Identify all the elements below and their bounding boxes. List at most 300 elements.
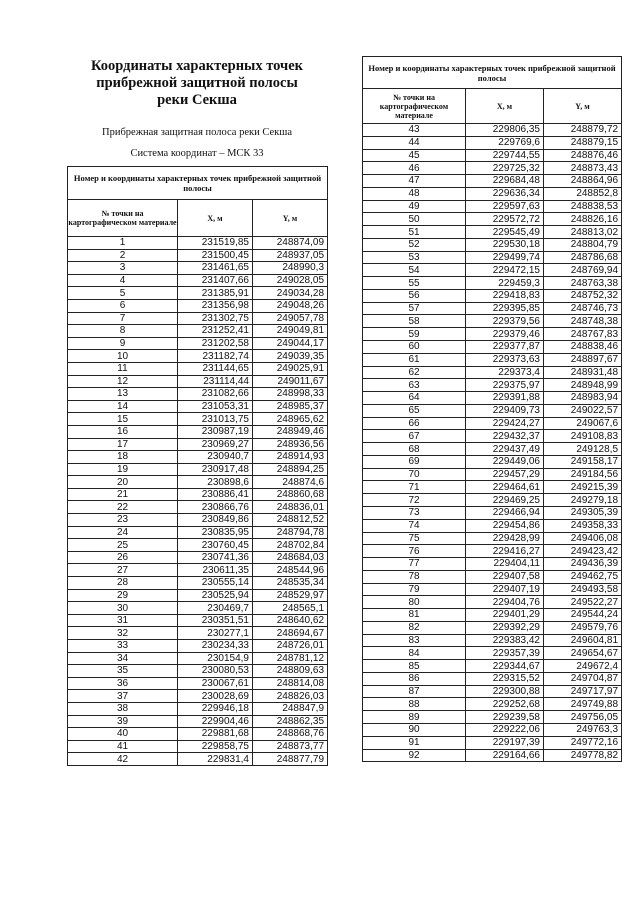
y-coordinate-cell: 248752,32 — [544, 289, 622, 302]
x-coordinate-cell: 229222,06 — [466, 723, 544, 736]
x-coordinate-cell: 229499,74 — [466, 251, 544, 264]
table-row — [68, 702, 328, 715]
table-row — [68, 237, 328, 250]
point-number-cell: 2 — [68, 249, 178, 262]
point-number-cell: 27 — [68, 564, 178, 577]
table-row — [68, 728, 328, 741]
title-line-2: прибрежной защитной полосы — [96, 75, 298, 91]
table-row — [68, 362, 328, 375]
y-coordinate-cell: 248814,08 — [253, 677, 328, 690]
y-coordinate-cell: 248812,52 — [253, 514, 328, 527]
y-coordinate-cell: 249358,33 — [544, 519, 622, 532]
table-row — [68, 350, 328, 363]
table-row — [68, 740, 328, 753]
point-number-cell: 24 — [68, 526, 178, 539]
y-coordinate-cell: 249215,39 — [544, 481, 622, 494]
y-coordinate-cell: 249158,17 — [544, 455, 622, 468]
y-coordinate-cell: 248877,79 — [253, 753, 328, 766]
y-coordinate-cell: 249763,3 — [544, 723, 622, 736]
point-number-cell: 46 — [363, 162, 466, 175]
table-row — [363, 736, 622, 749]
point-number-cell: 52 — [363, 238, 466, 251]
x-coordinate-cell: 229407,58 — [466, 570, 544, 583]
table-row — [363, 379, 622, 392]
x-coordinate-cell: 230917,48 — [178, 463, 253, 476]
x-coordinate-cell: 229197,39 — [466, 736, 544, 749]
point-number-cell: 54 — [363, 264, 466, 277]
point-number-cell: 9 — [68, 337, 178, 350]
y-coordinate-cell: 249423,42 — [544, 545, 622, 558]
table-row — [363, 749, 622, 762]
x-coordinate-cell: 230067,61 — [178, 677, 253, 690]
table-row — [68, 325, 328, 338]
table-body-right — [363, 124, 622, 762]
table-row — [363, 289, 622, 302]
y-coordinate-cell: 248864,96 — [544, 175, 622, 188]
point-number-cell: 86 — [363, 672, 466, 685]
table-row — [363, 660, 622, 673]
table-row — [363, 124, 622, 137]
point-number-cell: 72 — [363, 494, 466, 507]
x-coordinate-cell: 231053,31 — [178, 400, 253, 413]
point-number-cell: 90 — [363, 723, 466, 736]
y-coordinate-cell: 248879,72 — [544, 124, 622, 137]
y-coordinate-cell: 248914,93 — [253, 451, 328, 464]
table-row — [363, 251, 622, 264]
y-coordinate-cell: 248873,43 — [544, 162, 622, 175]
point-number-cell: 50 — [363, 213, 466, 226]
table-row — [68, 589, 328, 602]
column-header-point: № точки на картографическом материале — [363, 89, 466, 124]
y-coordinate-cell: 249756,05 — [544, 711, 622, 724]
y-coordinate-cell: 249544,24 — [544, 609, 622, 622]
y-coordinate-cell: 249778,82 — [544, 749, 622, 762]
table-row — [363, 238, 622, 251]
x-coordinate-cell: 230154,9 — [178, 652, 253, 665]
table-row — [68, 375, 328, 388]
y-coordinate-cell: 248990,3 — [253, 262, 328, 275]
point-number-cell: 78 — [363, 570, 466, 583]
x-coordinate-cell: 229881,68 — [178, 728, 253, 741]
x-coordinate-cell: 229395,85 — [466, 302, 544, 315]
table-row — [363, 404, 622, 417]
point-number-cell: 81 — [363, 609, 466, 622]
y-coordinate-cell: 249749,88 — [544, 698, 622, 711]
x-coordinate-cell: 229530,18 — [466, 238, 544, 251]
y-coordinate-cell: 248763,38 — [544, 277, 622, 290]
table-row — [363, 430, 622, 443]
point-number-cell: 4 — [68, 274, 178, 287]
table-row — [68, 488, 328, 501]
x-coordinate-cell: 231500,45 — [178, 249, 253, 262]
y-coordinate-cell: 248894,25 — [253, 463, 328, 476]
point-number-cell: 59 — [363, 328, 466, 341]
table-group-header: Номер и координаты характерных точек прибрежной защитной полосы — [363, 57, 622, 89]
point-number-cell: 33 — [68, 640, 178, 653]
table-row — [68, 400, 328, 413]
x-coordinate-cell: 229164,66 — [466, 749, 544, 762]
x-coordinate-cell: 230849,86 — [178, 514, 253, 527]
point-number-cell: 74 — [363, 519, 466, 532]
point-number-cell: 69 — [363, 455, 466, 468]
y-coordinate-cell: 248684,03 — [253, 551, 328, 564]
x-coordinate-cell: 229454,86 — [466, 519, 544, 532]
point-number-cell: 15 — [68, 413, 178, 426]
point-number-cell: 82 — [363, 621, 466, 634]
table-row — [68, 652, 328, 665]
point-number-cell: 58 — [363, 315, 466, 328]
table-row — [68, 677, 328, 690]
document-title — [66, 58, 328, 109]
y-coordinate-cell: 248868,76 — [253, 728, 328, 741]
point-number-cell: 13 — [68, 388, 178, 401]
table-row — [363, 366, 622, 379]
x-coordinate-cell: 231144,65 — [178, 362, 253, 375]
y-coordinate-cell: 249654,67 — [544, 647, 622, 660]
x-coordinate-cell: 229769,6 — [466, 136, 544, 149]
x-coordinate-cell: 229472,15 — [466, 264, 544, 277]
y-coordinate-cell: 248694,67 — [253, 627, 328, 640]
point-number-cell: 8 — [68, 325, 178, 338]
point-number-cell: 67 — [363, 430, 466, 443]
point-number-cell: 53 — [363, 251, 466, 264]
y-coordinate-cell: 248873,77 — [253, 740, 328, 753]
table-row — [68, 476, 328, 489]
table-row — [363, 711, 622, 724]
y-coordinate-cell: 249022,57 — [544, 404, 622, 417]
point-number-cell: 31 — [68, 614, 178, 627]
y-coordinate-cell: 248897,67 — [544, 353, 622, 366]
table-row — [68, 564, 328, 577]
table-row — [68, 274, 328, 287]
x-coordinate-cell: 229744,55 — [466, 149, 544, 162]
y-coordinate-cell: 249184,56 — [544, 468, 622, 481]
point-number-cell: 28 — [68, 577, 178, 590]
x-coordinate-cell: 229469,25 — [466, 494, 544, 507]
table-row — [363, 277, 622, 290]
table-row — [363, 353, 622, 366]
point-number-cell: 61 — [363, 353, 466, 366]
x-coordinate-cell: 229407,19 — [466, 583, 544, 596]
x-coordinate-cell: 229404,11 — [466, 558, 544, 571]
point-number-cell: 60 — [363, 341, 466, 354]
x-coordinate-cell: 229459,3 — [466, 277, 544, 290]
x-coordinate-cell: 229357,39 — [466, 647, 544, 660]
table-row — [363, 481, 622, 494]
x-coordinate-cell: 229404,76 — [466, 596, 544, 609]
table-row — [363, 596, 622, 609]
point-number-cell: 66 — [363, 417, 466, 430]
y-coordinate-cell: 248838,53 — [544, 200, 622, 213]
y-coordinate-cell: 249604,81 — [544, 634, 622, 647]
x-coordinate-cell: 230886,41 — [178, 488, 253, 501]
table-row — [363, 685, 622, 698]
y-coordinate-cell: 248544,96 — [253, 564, 328, 577]
y-coordinate-cell: 248565,1 — [253, 602, 328, 615]
x-coordinate-cell: 231013,75 — [178, 413, 253, 426]
x-coordinate-cell: 229383,42 — [466, 634, 544, 647]
y-coordinate-cell: 249028,05 — [253, 274, 328, 287]
x-coordinate-cell: 231407,66 — [178, 274, 253, 287]
table-row — [363, 494, 622, 507]
point-number-cell: 63 — [363, 379, 466, 392]
y-coordinate-cell: 249044,17 — [253, 337, 328, 350]
x-coordinate-cell: 229597,63 — [466, 200, 544, 213]
y-coordinate-cell: 248826,03 — [253, 690, 328, 703]
point-number-cell: 3 — [68, 262, 178, 275]
y-coordinate-cell: 249305,39 — [544, 506, 622, 519]
point-number-cell: 49 — [363, 200, 466, 213]
x-coordinate-cell: 229466,94 — [466, 506, 544, 519]
x-coordinate-cell: 231302,75 — [178, 312, 253, 325]
y-coordinate-cell: 248809,63 — [253, 665, 328, 678]
y-coordinate-cell: 249128,5 — [544, 443, 622, 456]
point-number-cell: 19 — [68, 463, 178, 476]
x-coordinate-cell: 229545,49 — [466, 226, 544, 239]
table-row — [68, 262, 328, 275]
point-number-cell: 23 — [68, 514, 178, 527]
y-coordinate-cell: 248794,78 — [253, 526, 328, 539]
y-coordinate-cell: 248931,48 — [544, 366, 622, 379]
point-number-cell: 35 — [68, 665, 178, 678]
point-number-cell: 68 — [363, 443, 466, 456]
point-number-cell: 39 — [68, 715, 178, 728]
table-row — [363, 647, 622, 660]
table-row — [68, 665, 328, 678]
table-row — [363, 468, 622, 481]
x-coordinate-cell: 230028,69 — [178, 690, 253, 703]
table-row — [68, 312, 328, 325]
y-coordinate-cell: 249057,78 — [253, 312, 328, 325]
y-coordinate-cell: 248746,73 — [544, 302, 622, 315]
x-coordinate-cell: 229315,52 — [466, 672, 544, 685]
y-coordinate-cell: 248860,68 — [253, 488, 328, 501]
y-coordinate-cell: 248965,62 — [253, 413, 328, 426]
point-number-cell: 18 — [68, 451, 178, 464]
point-number-cell: 36 — [68, 677, 178, 690]
y-coordinate-cell: 248529,97 — [253, 589, 328, 602]
table-row — [68, 514, 328, 527]
table-row — [363, 443, 622, 456]
table-row — [363, 187, 622, 200]
table-row — [363, 532, 622, 545]
x-coordinate-cell: 230741,36 — [178, 551, 253, 564]
x-coordinate-cell: 229636,34 — [466, 187, 544, 200]
y-coordinate-cell: 248862,35 — [253, 715, 328, 728]
table-row — [363, 583, 622, 596]
point-number-cell: 77 — [363, 558, 466, 571]
point-number-cell: 7 — [68, 312, 178, 325]
point-number-cell: 38 — [68, 702, 178, 715]
x-coordinate-cell: 231252,41 — [178, 325, 253, 338]
point-number-cell: 16 — [68, 425, 178, 438]
table-row — [68, 287, 328, 300]
x-coordinate-cell: 229858,75 — [178, 740, 253, 753]
x-coordinate-cell: 231202,58 — [178, 337, 253, 350]
y-coordinate-cell: 248876,46 — [544, 149, 622, 162]
table-row — [68, 614, 328, 627]
point-number-cell: 29 — [68, 589, 178, 602]
x-coordinate-cell: 229806,35 — [466, 124, 544, 137]
y-coordinate-cell: 248786,68 — [544, 251, 622, 264]
table-row — [68, 753, 328, 766]
point-number-cell: 40 — [68, 728, 178, 741]
table-row — [363, 723, 622, 736]
point-number-cell: 91 — [363, 736, 466, 749]
point-number-cell: 65 — [363, 404, 466, 417]
point-number-cell: 21 — [68, 488, 178, 501]
table-row — [68, 388, 328, 401]
x-coordinate-cell: 231082,66 — [178, 388, 253, 401]
y-coordinate-cell: 249522,27 — [544, 596, 622, 609]
x-coordinate-cell: 231461,65 — [178, 262, 253, 275]
coordinates-table-left — [67, 166, 328, 766]
point-number-cell: 64 — [363, 392, 466, 405]
title-line-1: Координаты характерных точек — [90, 58, 304, 74]
table-row — [363, 162, 622, 175]
x-coordinate-cell: 229424,27 — [466, 417, 544, 430]
x-coordinate-cell: 229409,73 — [466, 404, 544, 417]
table-row — [363, 264, 622, 277]
x-coordinate-cell: 229904,46 — [178, 715, 253, 728]
y-coordinate-cell: 248852,8 — [544, 187, 622, 200]
x-coordinate-cell: 229946,18 — [178, 702, 253, 715]
y-coordinate-cell: 249672,4 — [544, 660, 622, 673]
point-number-cell: 1 — [68, 237, 178, 250]
table-row — [363, 570, 622, 583]
y-coordinate-cell: 248998,33 — [253, 388, 328, 401]
table-row — [68, 413, 328, 426]
table-row — [68, 501, 328, 514]
x-coordinate-cell: 231385,91 — [178, 287, 253, 300]
x-coordinate-cell: 229300,88 — [466, 685, 544, 698]
point-number-cell: 43 — [363, 124, 466, 137]
y-coordinate-cell: 248879,15 — [544, 136, 622, 149]
x-coordinate-cell: 230277,1 — [178, 627, 253, 640]
x-coordinate-cell: 230969,27 — [178, 438, 253, 451]
x-coordinate-cell: 231356,98 — [178, 299, 253, 312]
table-row — [68, 526, 328, 539]
point-number-cell: 70 — [363, 468, 466, 481]
x-coordinate-cell: 229377,87 — [466, 341, 544, 354]
x-coordinate-cell: 229401,29 — [466, 609, 544, 622]
y-coordinate-cell: 248847,9 — [253, 702, 328, 715]
point-number-cell: 85 — [363, 660, 466, 673]
point-number-cell: 76 — [363, 545, 466, 558]
point-number-cell: 45 — [363, 149, 466, 162]
x-coordinate-cell: 229418,83 — [466, 289, 544, 302]
y-coordinate-cell: 249279,18 — [544, 494, 622, 507]
table-row — [363, 149, 622, 162]
title-line-3: реки Секша — [157, 92, 237, 108]
table-row — [68, 602, 328, 615]
x-coordinate-cell: 230351,51 — [178, 614, 253, 627]
y-coordinate-cell: 248836,01 — [253, 501, 328, 514]
x-coordinate-cell: 230760,45 — [178, 539, 253, 552]
y-coordinate-cell: 249717,97 — [544, 685, 622, 698]
y-coordinate-cell: 249025,91 — [253, 362, 328, 375]
table-row — [363, 672, 622, 685]
point-number-cell: 11 — [68, 362, 178, 375]
point-number-cell: 26 — [68, 551, 178, 564]
x-coordinate-cell: 230835,95 — [178, 526, 253, 539]
point-number-cell: 89 — [363, 711, 466, 724]
y-coordinate-cell: 249011,67 — [253, 375, 328, 388]
table-row — [68, 577, 328, 590]
table-row — [68, 425, 328, 438]
x-coordinate-cell: 231519,85 — [178, 237, 253, 250]
x-coordinate-cell: 229239,58 — [466, 711, 544, 724]
table-row — [363, 558, 622, 571]
point-number-cell: 25 — [68, 539, 178, 552]
x-coordinate-cell: 229437,49 — [466, 443, 544, 456]
x-coordinate-cell: 229391,88 — [466, 392, 544, 405]
point-number-cell: 14 — [68, 400, 178, 413]
y-coordinate-cell: 248769,94 — [544, 264, 622, 277]
y-coordinate-cell: 249772,16 — [544, 736, 622, 749]
column-header-y: Y, м — [253, 200, 328, 237]
column-header-x: X, м — [178, 200, 253, 237]
table-row — [363, 200, 622, 213]
point-number-cell: 87 — [363, 685, 466, 698]
table-row — [68, 539, 328, 552]
point-number-cell: 71 — [363, 481, 466, 494]
point-number-cell: 42 — [68, 753, 178, 766]
point-number-cell: 41 — [68, 740, 178, 753]
point-number-cell: 73 — [363, 506, 466, 519]
table-row — [363, 506, 622, 519]
table-row — [68, 463, 328, 476]
y-coordinate-cell: 249049,81 — [253, 325, 328, 338]
table-row — [363, 136, 622, 149]
y-coordinate-cell: 248874,09 — [253, 237, 328, 250]
x-coordinate-cell: 229416,27 — [466, 545, 544, 558]
y-coordinate-cell: 249034,28 — [253, 287, 328, 300]
point-number-cell: 79 — [363, 583, 466, 596]
point-number-cell: 44 — [363, 136, 466, 149]
table-row — [68, 249, 328, 262]
y-coordinate-cell: 248874,6 — [253, 476, 328, 489]
column-header-x: X, м — [466, 89, 544, 124]
table-body-left — [68, 237, 328, 766]
table-row — [68, 715, 328, 728]
table-row — [363, 417, 622, 430]
x-coordinate-cell: 229428,99 — [466, 532, 544, 545]
table-row — [363, 519, 622, 532]
table-row — [363, 455, 622, 468]
x-coordinate-cell: 229449,06 — [466, 455, 544, 468]
column-header-point: № точки на картографическом материале — [68, 200, 178, 237]
y-coordinate-cell: 248985,37 — [253, 400, 328, 413]
point-number-cell: 10 — [68, 350, 178, 363]
table-row — [363, 226, 622, 239]
x-coordinate-cell: 229572,72 — [466, 213, 544, 226]
x-coordinate-cell: 229379,46 — [466, 328, 544, 341]
y-coordinate-cell: 248826,16 — [544, 213, 622, 226]
y-coordinate-cell: 248813,02 — [544, 226, 622, 239]
x-coordinate-cell: 231182,74 — [178, 350, 253, 363]
table-row — [363, 392, 622, 405]
y-coordinate-cell: 249067,6 — [544, 417, 622, 430]
point-number-cell: 32 — [68, 627, 178, 640]
y-coordinate-cell: 249704,87 — [544, 672, 622, 685]
table-row — [68, 551, 328, 564]
y-coordinate-cell: 249108,83 — [544, 430, 622, 443]
y-coordinate-cell: 249436,39 — [544, 558, 622, 571]
x-coordinate-cell: 229464,61 — [466, 481, 544, 494]
x-coordinate-cell: 229457,29 — [466, 468, 544, 481]
x-coordinate-cell: 230940,7 — [178, 451, 253, 464]
